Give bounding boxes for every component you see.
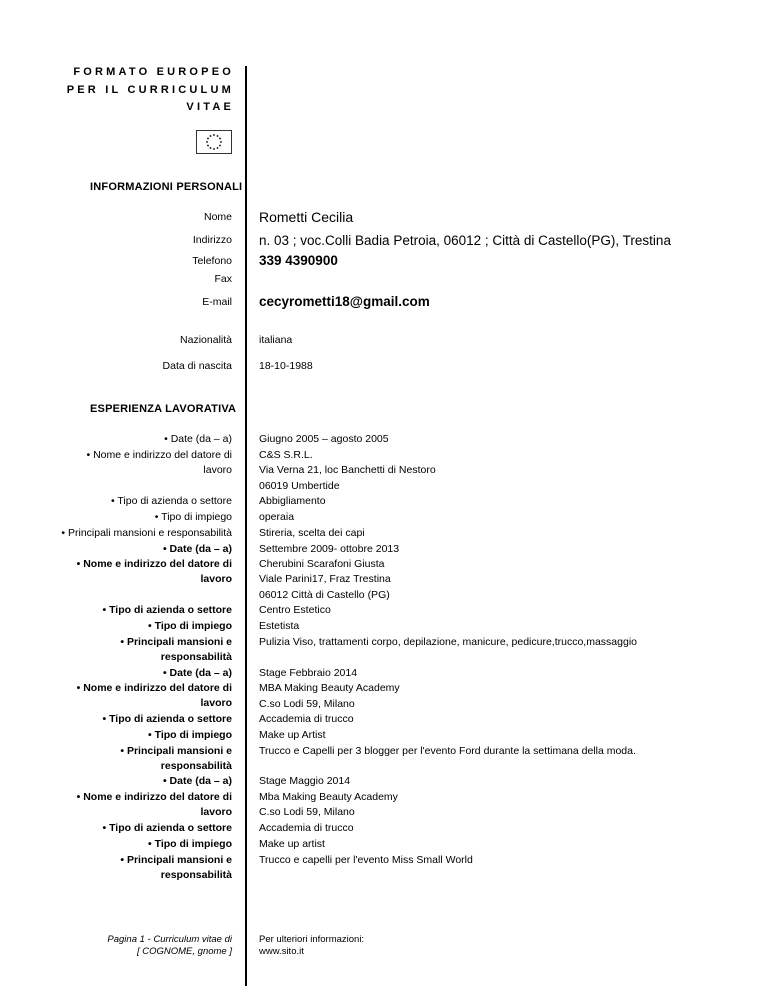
job3-employer-line1: MBA Making Beauty Academy <box>259 682 400 694</box>
job1-duties-label: • Principali mansioni e responsabilità <box>61 527 232 539</box>
job3-duties-label-line1: • Principali mansioni e <box>120 745 232 757</box>
job2-employer-line1: Cherubini Scarafoni Giusta <box>259 558 385 570</box>
job2-employer-line2: Viale Parini17, Fraz Trestina <box>259 573 391 585</box>
email-label: E-mail <box>202 296 232 308</box>
job2-job-type-label: • Tipo di impiego <box>148 620 232 632</box>
job3-date: Stage Febbraio 2014 <box>259 667 358 679</box>
job4-duties-label-line2: responsabilità <box>160 869 232 881</box>
job4-company-type-label: • Tipo di azienda o settore <box>102 822 232 834</box>
address-label: Indirizzo <box>192 234 232 246</box>
job2-employer-line3: 06012 Città di Castello (PG) <box>259 589 390 601</box>
job3-employer-label-line1: • Nome e indirizzo del datore di <box>76 682 232 694</box>
phone-value: 339 4390900 <box>259 253 338 268</box>
job4-company-type: Accademia di trucco <box>259 822 354 834</box>
header-title-line1: FORMATO EUROPEO <box>73 66 234 78</box>
footer-page-line2: [ COGNOME, gnome ] <box>136 946 232 957</box>
job1-date: Giugno 2005 – agosto 2005 <box>259 433 389 445</box>
job2-employer-label-line1: • Nome e indirizzo del datore di <box>76 558 232 570</box>
job2-employer-label-line2: lavoro <box>200 573 232 585</box>
job1-duties: Stireria, scelta dei capi <box>259 527 365 539</box>
phone-label: Telefono <box>192 255 232 267</box>
section-title-personal: INFORMAZIONI PERSONALI <box>90 181 243 193</box>
footer-page-info <box>107 934 232 958</box>
job3-duties: Trucco e Capelli per 3 blogger per l'evento Ford durante la settimana della moda. <box>259 745 636 757</box>
header-title-line3: VITAE <box>186 101 234 113</box>
job2-date: Settembre 2009- ottobre 2013 <box>259 543 400 555</box>
header-title-line2: PER IL CURRICULUM <box>66 84 234 96</box>
job1-employer-label-line1: • Nome e indirizzo del datore di <box>86 449 232 461</box>
job3-employer-line2: C.so Lodi 59, Milano <box>259 698 355 710</box>
job3-employer-label-line2: lavoro <box>200 697 232 709</box>
footer-page-line1: Pagina 1 - Curriculum vitae di <box>107 934 232 945</box>
job4-employer-label-line1: • Nome e indirizzo del datore di <box>76 791 232 803</box>
job1-employer-line2: Via Verna 21, loc Banchetti di Nestoro <box>259 464 436 476</box>
footer-more-info <box>259 934 364 958</box>
job2-duties-label-line2: responsabilità <box>160 651 232 663</box>
job4-date: Stage Maggio 2014 <box>259 775 351 787</box>
job4-duties: Trucco e capelli per l'evento Miss Small World <box>259 854 473 866</box>
job1-company-type-label: • Tipo di azienda o settore <box>110 495 232 507</box>
address-value: n. 03 ; voc.Colli Badia Petroia, 06012 ; Città di Castello(PG), Trestina <box>259 233 671 248</box>
job3-company-type-label: • Tipo di azienda o settore <box>102 713 232 725</box>
job1-employer-line3: 06019 Umbertide <box>259 480 340 492</box>
job1-company-type: Abbigliamento <box>259 495 326 507</box>
job1-employer-label-line2: lavoro <box>203 464 232 476</box>
birth-date-label: Data di nascita <box>162 360 232 372</box>
job1-job-type-label: • Tipo di impiego <box>154 511 232 523</box>
name-value: Rometti Cecilia <box>259 209 354 225</box>
column-divider <box>245 66 247 986</box>
job2-job-type: Estetista <box>259 620 300 632</box>
job3-company-type: Accademia di trucco <box>259 713 354 725</box>
job4-job-type-label: • Tipo di impiego <box>148 838 232 850</box>
email-value: cecyrometti18@gmail.com <box>259 294 430 309</box>
footer-website-link[interactable]: www.sito.it <box>259 946 304 957</box>
job4-employer-line2: C.so Lodi 59, Milano <box>259 806 355 818</box>
job2-duties-label-line1: • Principali mansioni e <box>120 636 232 648</box>
job2-duties: Pulizia Viso, trattamenti corpo, depilazione, manicure, pedicure,trucco,massaggio <box>259 636 637 648</box>
job3-date-label: • Date (da – a) <box>162 667 232 679</box>
eu-flag-icon <box>196 130 232 154</box>
footer-more-info-line1: Per ulteriori informazioni: <box>259 934 365 945</box>
job4-date-label: • Date (da – a) <box>162 775 232 787</box>
job4-employer-label-line2: lavoro <box>200 806 232 818</box>
job2-date-label: • Date (da – a) <box>162 543 232 555</box>
job1-employer-line1: C&S S.R.L. <box>259 449 313 461</box>
fax-label: Fax <box>214 273 232 285</box>
job3-duties-label-line2: responsabilità <box>160 760 232 772</box>
name-label: Nome <box>203 211 232 223</box>
job1-date-label: • Date (da – a) <box>164 433 232 445</box>
birth-date-value: 18-10-1988 <box>259 360 313 372</box>
job3-job-type: Make up Artist <box>259 729 326 741</box>
nationality-label: Nazionalità <box>180 334 232 346</box>
nationality-value: italiana <box>259 334 293 346</box>
job2-company-type-label: • Tipo di azienda o settore <box>102 604 232 616</box>
job2-company-type: Centro Estetico <box>259 604 331 616</box>
job4-employer-line1: Mba Making Beauty Academy <box>259 791 398 803</box>
job4-duties-label-line1: • Principali mansioni e <box>120 854 232 866</box>
job4-job-type: Make up artist <box>259 838 325 850</box>
job3-job-type-label: • Tipo di impiego <box>148 729 232 741</box>
section-title-work: ESPERIENZA LAVORATIVA <box>90 403 237 415</box>
job1-job-type: operaia <box>259 511 295 523</box>
